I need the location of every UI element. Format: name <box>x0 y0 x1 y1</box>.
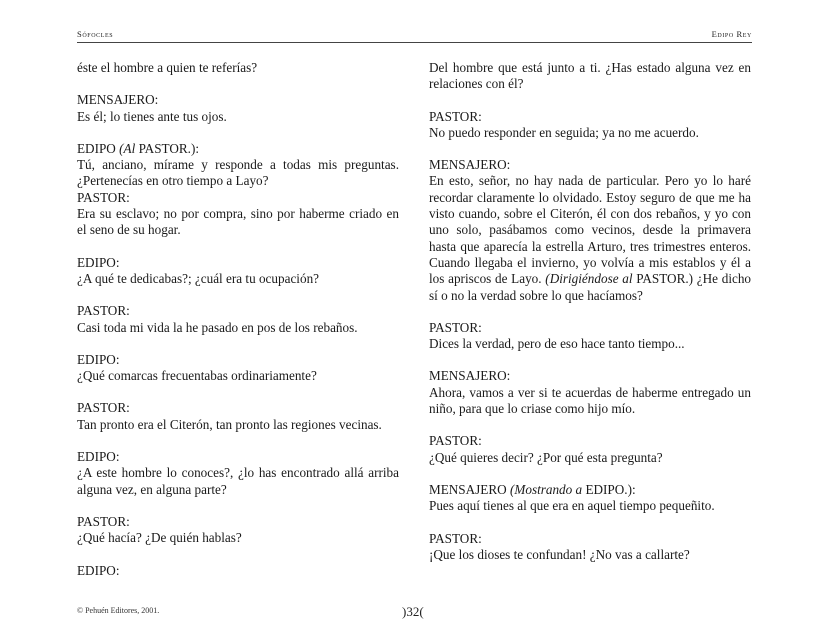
speaker-label: PASTOR: <box>77 513 130 529</box>
dialogue-text-part: En esto, señor, no hay nada de particular. Pero yo lo haré recordar claramente lo olvidado. Estoy seguro de que me ha visto cuando, sobre el Citerón, él con dos rebaños, y yo con uno solo, pasábamos como vecinos, desde la primavera hasta que aparecía la estrella Arturo, tres trimestres enteros. Cuando llegaba el invierno, yo volvía a mis establos y él a los apriscos de Layo. <box>429 173 751 287</box>
speaker-label: EDIPO: <box>77 254 120 270</box>
dialogue-text: No puedo responder en seguida; ya no me acuerdo. <box>429 124 699 140</box>
dialogue-text: ¿Qué hacía? ¿De quién hablas? <box>77 530 242 546</box>
dialogue-text: ¿Qué quieres decir? ¿Por qué esta pregunta? <box>429 449 663 465</box>
header-rule <box>77 42 752 43</box>
stage-direction-target: EDIPO.): <box>585 481 636 497</box>
left-column <box>77 60 399 579</box>
running-header-author: Sófocles <box>77 29 114 39</box>
dialogue-text: Es él; lo tienes ante tus ojos. <box>77 108 227 124</box>
speaker-label: EDIPO: <box>77 449 120 465</box>
speaker-name: MENSAJERO <box>429 481 507 497</box>
dialogue-text: ¿A este hombre lo conoces?, ¿lo has encontrado allá arriba alguna vez, en alguna parte? <box>77 465 399 497</box>
dialogue-text: éste el hombre a quien te referías? <box>77 60 258 75</box>
dialogue-text: Era su esclavo; no por compra, sino por haberme criado en el seno de su hogar. <box>77 206 399 238</box>
running-header-title: Edipo Rey <box>711 29 752 39</box>
speaker-label: MENSAJERO: <box>429 157 511 173</box>
right-column <box>429 60 751 563</box>
speaker-label: PASTOR: <box>77 303 130 319</box>
dialogue-text: Casi toda mi vida la he pasado en pos de los rebaños. <box>77 319 358 335</box>
speaker-label: EDIPO: <box>77 351 120 367</box>
speaker-label: PASTOR: <box>429 530 482 546</box>
speaker-name: EDIPO <box>77 140 116 156</box>
dialogue-text: Dices la verdad, pero de eso hace tanto tiempo... <box>429 336 685 352</box>
speaker-label <box>77 141 399 157</box>
stage-direction-target: PASTOR.) <box>636 271 694 287</box>
dialogue-text: Tú, anciano, mírame y responde a todas mis preguntas. ¿Pertenecías en otro tiempo a Layo? <box>77 157 399 189</box>
dialogue-text: ¡Que los dioses te confundan! ¿No vas a callarte? <box>429 546 690 562</box>
dialogue-text: ¿Qué comarcas frecuentabas ordinariamente? <box>77 368 317 384</box>
speaker-label: PASTOR: <box>429 433 482 449</box>
dialogue-text-part: ¿He dicho sí o no la verdad sobre lo que hacíamos? <box>429 271 752 303</box>
speaker-label: PASTOR: <box>77 400 130 416</box>
dialogue-text: Del hombre que está junto a ti. ¿Has estado alguna vez en relaciones con él? <box>429 60 751 92</box>
speaker-label: EDIPO: <box>77 562 120 578</box>
stage-direction-target: PASTOR.): <box>138 140 200 156</box>
speaker-label: MENSAJERO: <box>77 92 159 108</box>
copyright-notice: © Pehuén Editores, 2001. <box>77 606 160 615</box>
stage-direction: (Mostrando a <box>509 481 583 497</box>
dialogue-text <box>429 173 751 303</box>
page-number: )32( <box>402 604 424 619</box>
speaker-label: PASTOR: <box>429 319 482 335</box>
dialogue-text: Ahora, vamos a ver si te acuerdas de haberme entregado un niño, para que lo criase como hijo mío. <box>429 384 751 417</box>
stage-direction: (Al <box>119 140 136 156</box>
dialogue-text: Pues aquí tienes al que era en aquel tiempo pequeñito. <box>429 498 715 514</box>
speaker-label <box>429 482 751 498</box>
dialogue-text: Tan pronto era el Citerón, tan pronto las regiones vecinas. <box>77 416 382 432</box>
dialogue-text: ¿A qué te dedicabas?; ¿cuál era tu ocupación? <box>77 270 320 286</box>
stage-direction: (Dirigiéndose al <box>545 271 633 287</box>
speaker-label: PASTOR: <box>77 189 130 205</box>
speaker-label: MENSAJERO: <box>429 368 511 384</box>
speaker-label: PASTOR: <box>429 108 482 124</box>
